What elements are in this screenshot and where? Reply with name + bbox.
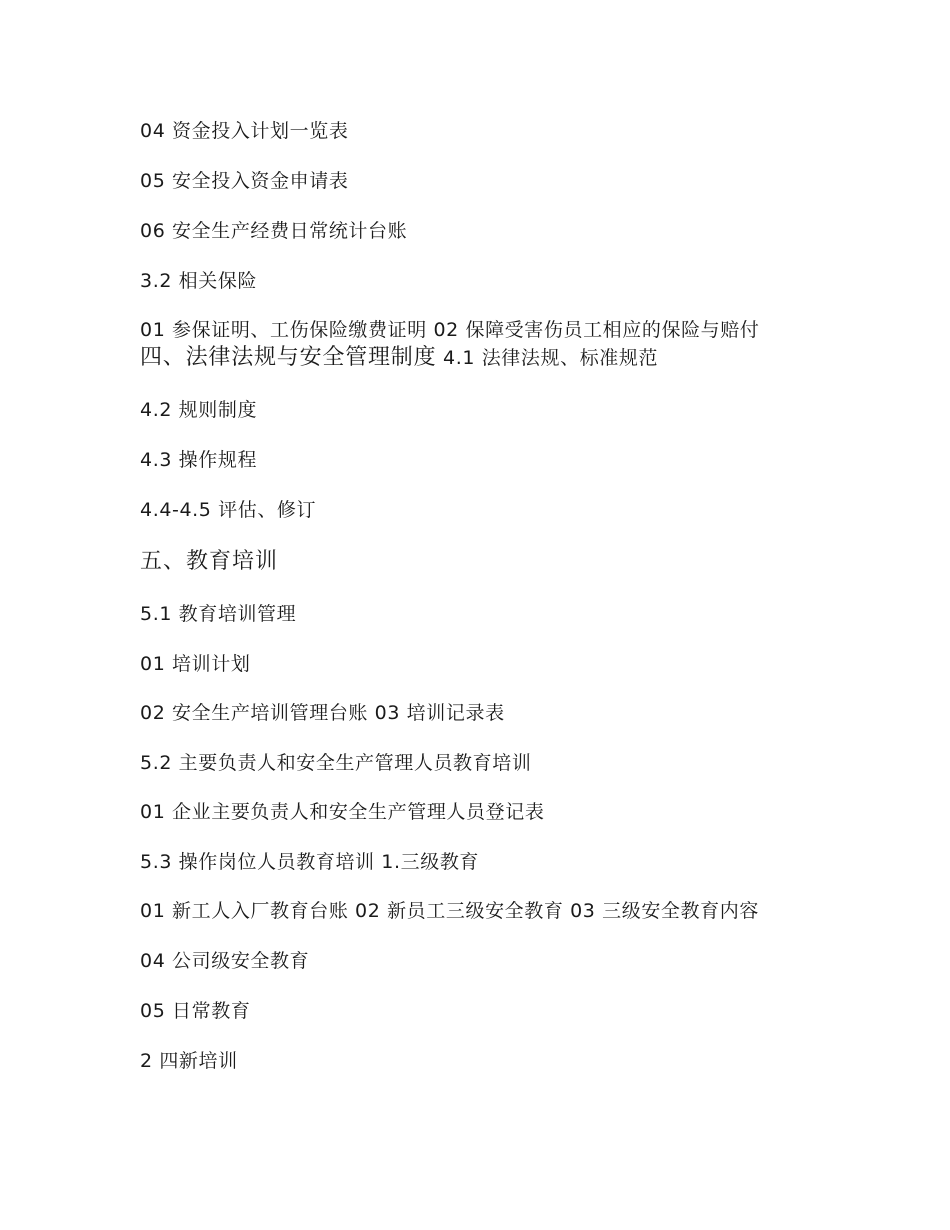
section-heading: 4.2 规则制度	[140, 399, 258, 421]
text-line: 06 安全生产经费日常统计台账	[140, 220, 408, 242]
text-line: 04 公司级安全教育	[140, 950, 310, 972]
chapter-heading: 四、法律法规与安全管理制度	[140, 345, 437, 370]
section-heading: 4.3 操作规程	[140, 449, 258, 471]
text-line: 04 资金投入计划一览表	[140, 120, 349, 142]
text-line: 05 日常教育	[140, 1000, 251, 1022]
section-heading: 5.2 主要负责人和安全生产管理人员教育培训	[140, 752, 532, 774]
text-line: 02 安全生产培训管理台账 03 培训记录表	[140, 702, 505, 724]
section-heading: 4.4-4.5 评估、修订	[140, 499, 317, 521]
text-line: 05 安全投入资金申请表	[140, 170, 349, 192]
text-line: 01 培训计划	[140, 653, 251, 675]
chapter-heading: 五、教育培训	[140, 549, 279, 574]
chapter-line	[140, 346, 658, 370]
text-line: 01 企业主要负责人和安全生产管理人员登记表	[140, 801, 545, 823]
section-heading: 3.2 相关保险	[140, 270, 258, 292]
section-heading: 4.1 法律法规、标准规范	[443, 347, 659, 369]
text-line: 2 四新培训	[140, 1050, 238, 1072]
text-line: 01 参保证明、工伤保险缴费证明 02 保障受害伤员工相应的保险与赔付	[140, 319, 760, 341]
text-line: 01 新工人入厂教育台账 02 新员工三级安全教育 03 三级安全教育内容	[140, 900, 759, 922]
section-heading: 5.3 操作岗位人员教育培训 1.三级教育	[140, 851, 480, 873]
section-heading: 5.1 教育培训管理	[140, 603, 297, 625]
